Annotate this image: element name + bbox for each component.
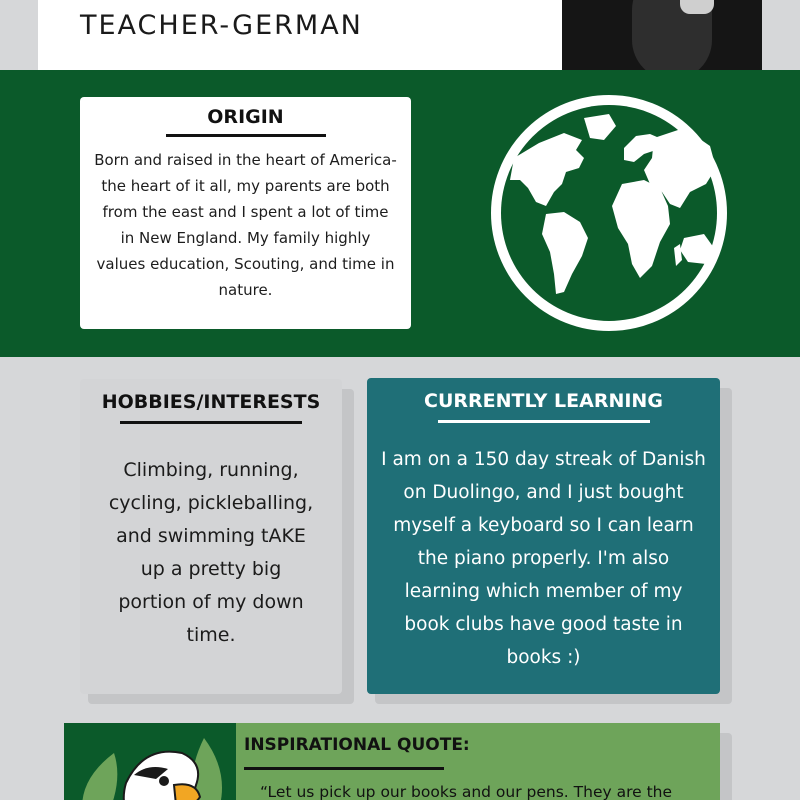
origin-title-underline <box>166 134 326 137</box>
quote-title: INSPIRATIONAL QUOTE: <box>244 735 470 755</box>
hobbies-text: Climbing, running, cycling, pickleballing, and swimming tAKE up a pretty big portion of my down time. <box>108 459 314 646</box>
teacher-portrait-photo <box>562 0 762 70</box>
quote-section <box>64 723 720 800</box>
learning-card <box>367 378 720 694</box>
learning-title-underline <box>438 420 650 423</box>
hobbies-title: HOBBIES/INTERESTS <box>101 391 321 413</box>
origin-title: ORIGIN <box>207 106 284 128</box>
role-title: TEACHER-GERMAN <box>80 10 363 41</box>
learning-title: CURRENTLY LEARNING <box>424 390 663 412</box>
origin-section <box>0 70 800 357</box>
quote-panel <box>236 723 720 800</box>
quote-text: “Let us pick up our books and our pens. They are the <box>260 783 673 800</box>
hobbies-title-underline <box>120 421 302 424</box>
origin-card <box>80 97 411 329</box>
origin-text: Born and raised in the heart of America-the heart of it all, my parents are both from the east and I spent a lot of time in New England. My family highly values education, Scouting, and time in nature. <box>94 151 397 299</box>
hobbies-card <box>80 379 342 694</box>
header-banner <box>38 0 762 70</box>
logo-panel <box>64 723 236 800</box>
learning-text: I am on a 150 day streak of Danish on Duolingo, and I just bought myself a keyboard so I can learn the piano properly. I'm also learning which member of my book clubs have good taste in books :) <box>381 449 706 668</box>
globe-icon <box>484 88 734 338</box>
eagle-mascot-logo <box>64 723 236 800</box>
quote-title-underline <box>244 767 444 770</box>
